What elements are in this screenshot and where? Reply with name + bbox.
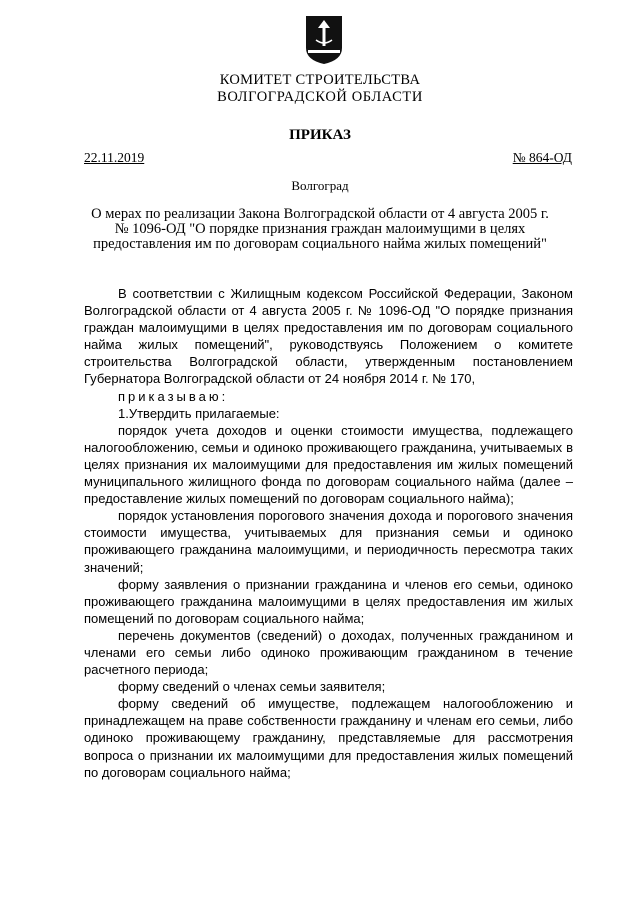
subject-line: О мерах по реализации Закона Волгоградской области от 4 августа 2005 г. — [91, 206, 549, 222]
document-city: Волгоград — [291, 178, 349, 193]
document-type: ПРИКАЗ — [289, 127, 351, 143]
preamble-paragraph: В соответствии с Жилищным кодексом Российской Федерации, Законом Волгоградской области от 4 августа 2005 г. № 1096-ОД "О порядке признания граждан малоимущими в целях предоставления им по договорам социального найма жилых помещений", руководствуясь Положением о комитете строительства Волгоградской области, утвержденным постановлением Губернатора Волгоградской области от 24 ноября 2014 г. № 170, — [84, 286, 573, 387]
body-paragraph: перечень документов (сведений) о доходах, полученных гражданином и членами его семьи либо одиноко проживающим гражданином в течение расчетного периода; — [84, 627, 573, 678]
body-paragraph: порядок учета доходов и оценки стоимости имущества, подлежащего налогообложению, семьи и одиноко проживающего гражданина, учитываемых в целях признания их малоимущими для предоставления им жилых помещений муниципального жилищного фонда по договорам социального найма (далее – предоставление жилых помещений по договорам социального найма); — [84, 422, 573, 507]
document-subject — [0, 207, 640, 252]
document-number: № 864-ОД — [512, 150, 572, 165]
subject-line: предоставления им по договорам социального найма жилых помещений" — [93, 236, 547, 252]
body-paragraph: форму сведений об имуществе, подлежащем налогообложению и принадлежащем на праве собственности гражданину и членам его семьи, либо одиноко проживающему гражданину, представляемые для рассмотрения вопроса о признании их малоимущими для предоставления жилых помещений по договорам социального найма; — [84, 696, 573, 780]
body-paragraph: форму сведений о членах семьи заявителя; — [118, 679, 386, 695]
document-body — [84, 285, 573, 781]
document-date: 22.11.2019 — [84, 150, 145, 165]
org-name-line1: КОМИТЕТ СТРОИТЕЛЬСТВА — [219, 72, 421, 88]
order-word: приказываю: — [118, 388, 229, 404]
subject-line: № 1096-ОД "О порядке признания граждан малоимущими в целях — [114, 221, 526, 237]
org-name-line2: ВОЛГОГРАДСКОЙ ОБЛАСТИ — [217, 89, 423, 105]
body-paragraph: форму заявления о признании гражданина и членов его семьи, одиноко проживающего гражданина малоимущими в целях предоставления им жилых помещений по договорам социального найма; — [84, 576, 573, 626]
body-paragraph: порядок установления порогового значения дохода и порогового значения стоимости имущества, учитываемых для признания семьи и одиноко проживающего гражданина малоимущими, и периодичность пересмотра таких значений; — [84, 508, 573, 575]
coat-of-arms-emblem — [304, 14, 344, 66]
item-heading: 1.Утвердить прилагаемые: — [118, 405, 280, 421]
